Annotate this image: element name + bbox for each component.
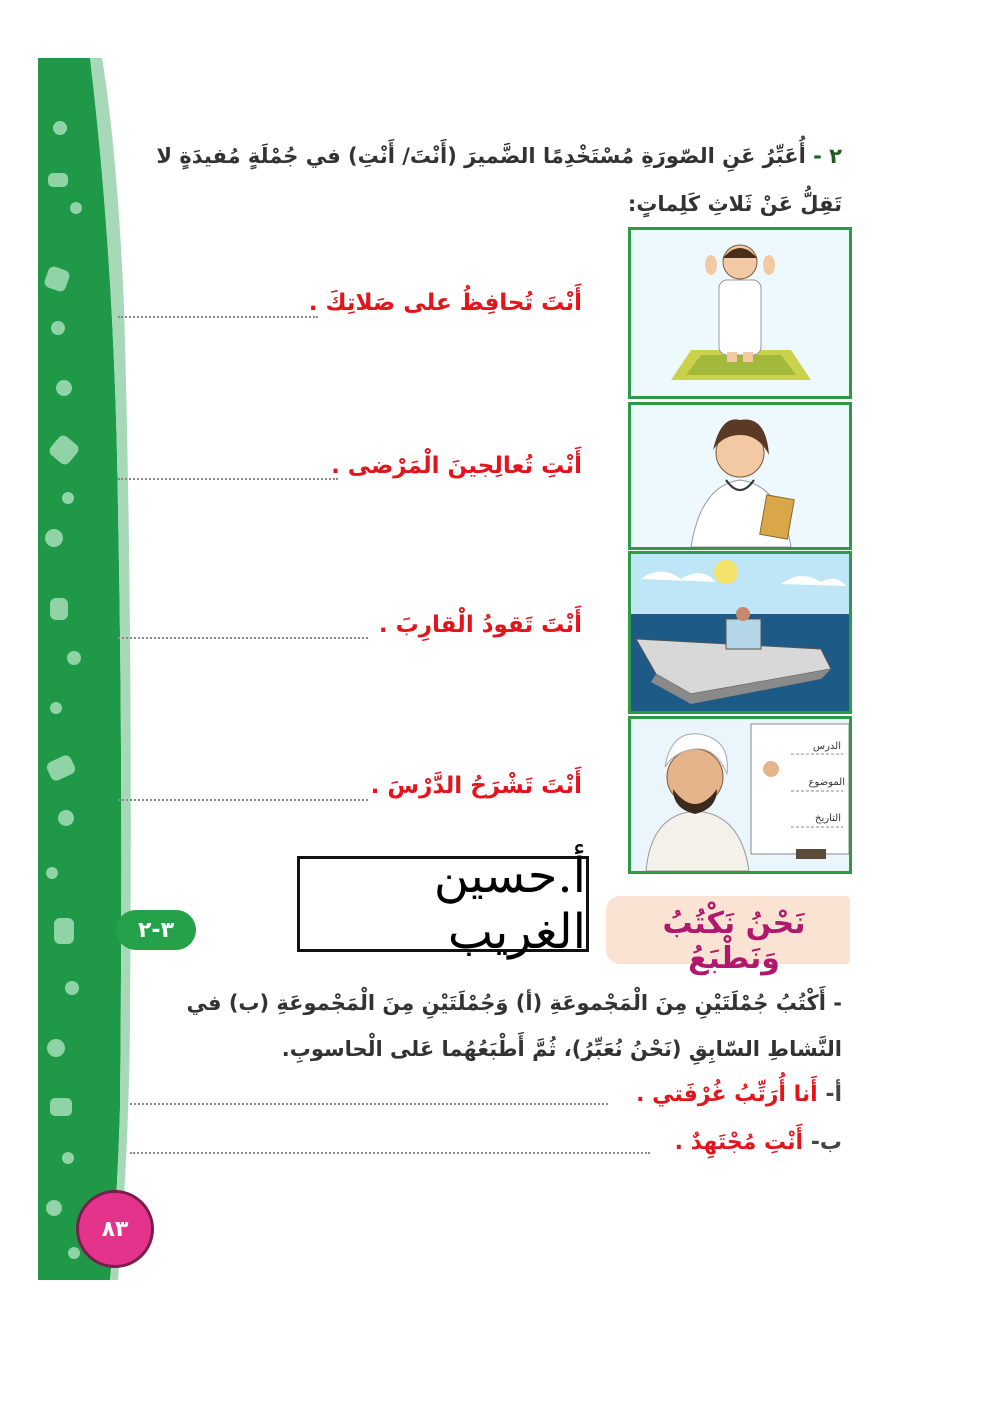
question-number: ٢ - <box>813 144 842 168</box>
decorative-green-band <box>38 58 138 1280</box>
teacher-illustration <box>628 716 852 874</box>
teacher-name-box: أ.حسين الغريب <box>297 856 589 952</box>
answer-2[interactable]: أَنْتِ تُعالِجينَ الْمَرْضى . <box>331 453 582 479</box>
bottom-answer-a-prefix: أ- <box>825 1082 842 1107</box>
bottom-answer-a-text[interactable]: أَنا أُرَتِّبُ غُرْفَتي . <box>636 1082 818 1107</box>
board-label-2: الموضوع <box>808 777 845 788</box>
bottom-answer-b <box>675 1130 842 1155</box>
instruction-text: - أَكْتُبُ جُمْلَتَيْنِ مِنَ الْمَجْموعَةِ (أ) وَجُمْلَتَيْنِ مِنَ الْمَجْموعَةِ (ب) في النَّشاطِ السّابِقِ (نَحْنُ نُعَبِّرُ)، ثُمَّ أَطْبَعُهُما عَلى الْحاسوبِ. <box>186 991 842 1061</box>
praying-boy-illustration <box>628 227 852 399</box>
answer-3[interactable]: أَنْتَ تَقودُ الْقارِبَ . <box>378 612 582 638</box>
doctor-illustration <box>628 402 852 550</box>
board-label-1: الدرس <box>812 741 841 752</box>
board-label-3: التاريخ <box>815 813 841 824</box>
answer-line-b <box>130 1152 650 1154</box>
answer-line-1 <box>118 316 318 318</box>
answer-line-3 <box>118 637 368 639</box>
answer-line-a <box>130 1103 608 1105</box>
section-title: نَحْنُ نَكْتُبُ وَنَطْبَعُ <box>662 906 806 976</box>
bottom-answer-a <box>636 1082 842 1107</box>
question-text: أُعَبِّرُ عَنِ الصّورَةِ مُسْتَخْدِمًا الضَّميرَ (أَنْتَ/ أَنْتِ) في جُمْلَةٍ مُفيدَةٍ لا تَقِلُّ عَنْ ثَلاثِ كَلِماتٍ: <box>156 144 842 216</box>
section-banner <box>606 896 850 976</box>
answer-line-4 <box>118 799 368 801</box>
answer-line-2 <box>118 478 338 480</box>
green-band-shape <box>38 58 138 1280</box>
bottom-answer-b-text[interactable]: أَنْتِ مُجْتَهِدٌ . <box>674 1130 804 1155</box>
question-title <box>122 132 842 228</box>
page-number: ٨٣ <box>76 1190 154 1268</box>
answer-1[interactable]: أَنْتَ تُحافِظُ على صَلاتِكَ . <box>308 290 582 316</box>
bottom-answer-b-prefix: ب- <box>810 1130 842 1155</box>
answer-4[interactable]: أَنْتَ تَشْرَحُ الدَّرْسَ . <box>370 773 582 799</box>
section-number-badge: ٣-٢ <box>116 910 196 950</box>
boat-illustration <box>628 551 852 714</box>
